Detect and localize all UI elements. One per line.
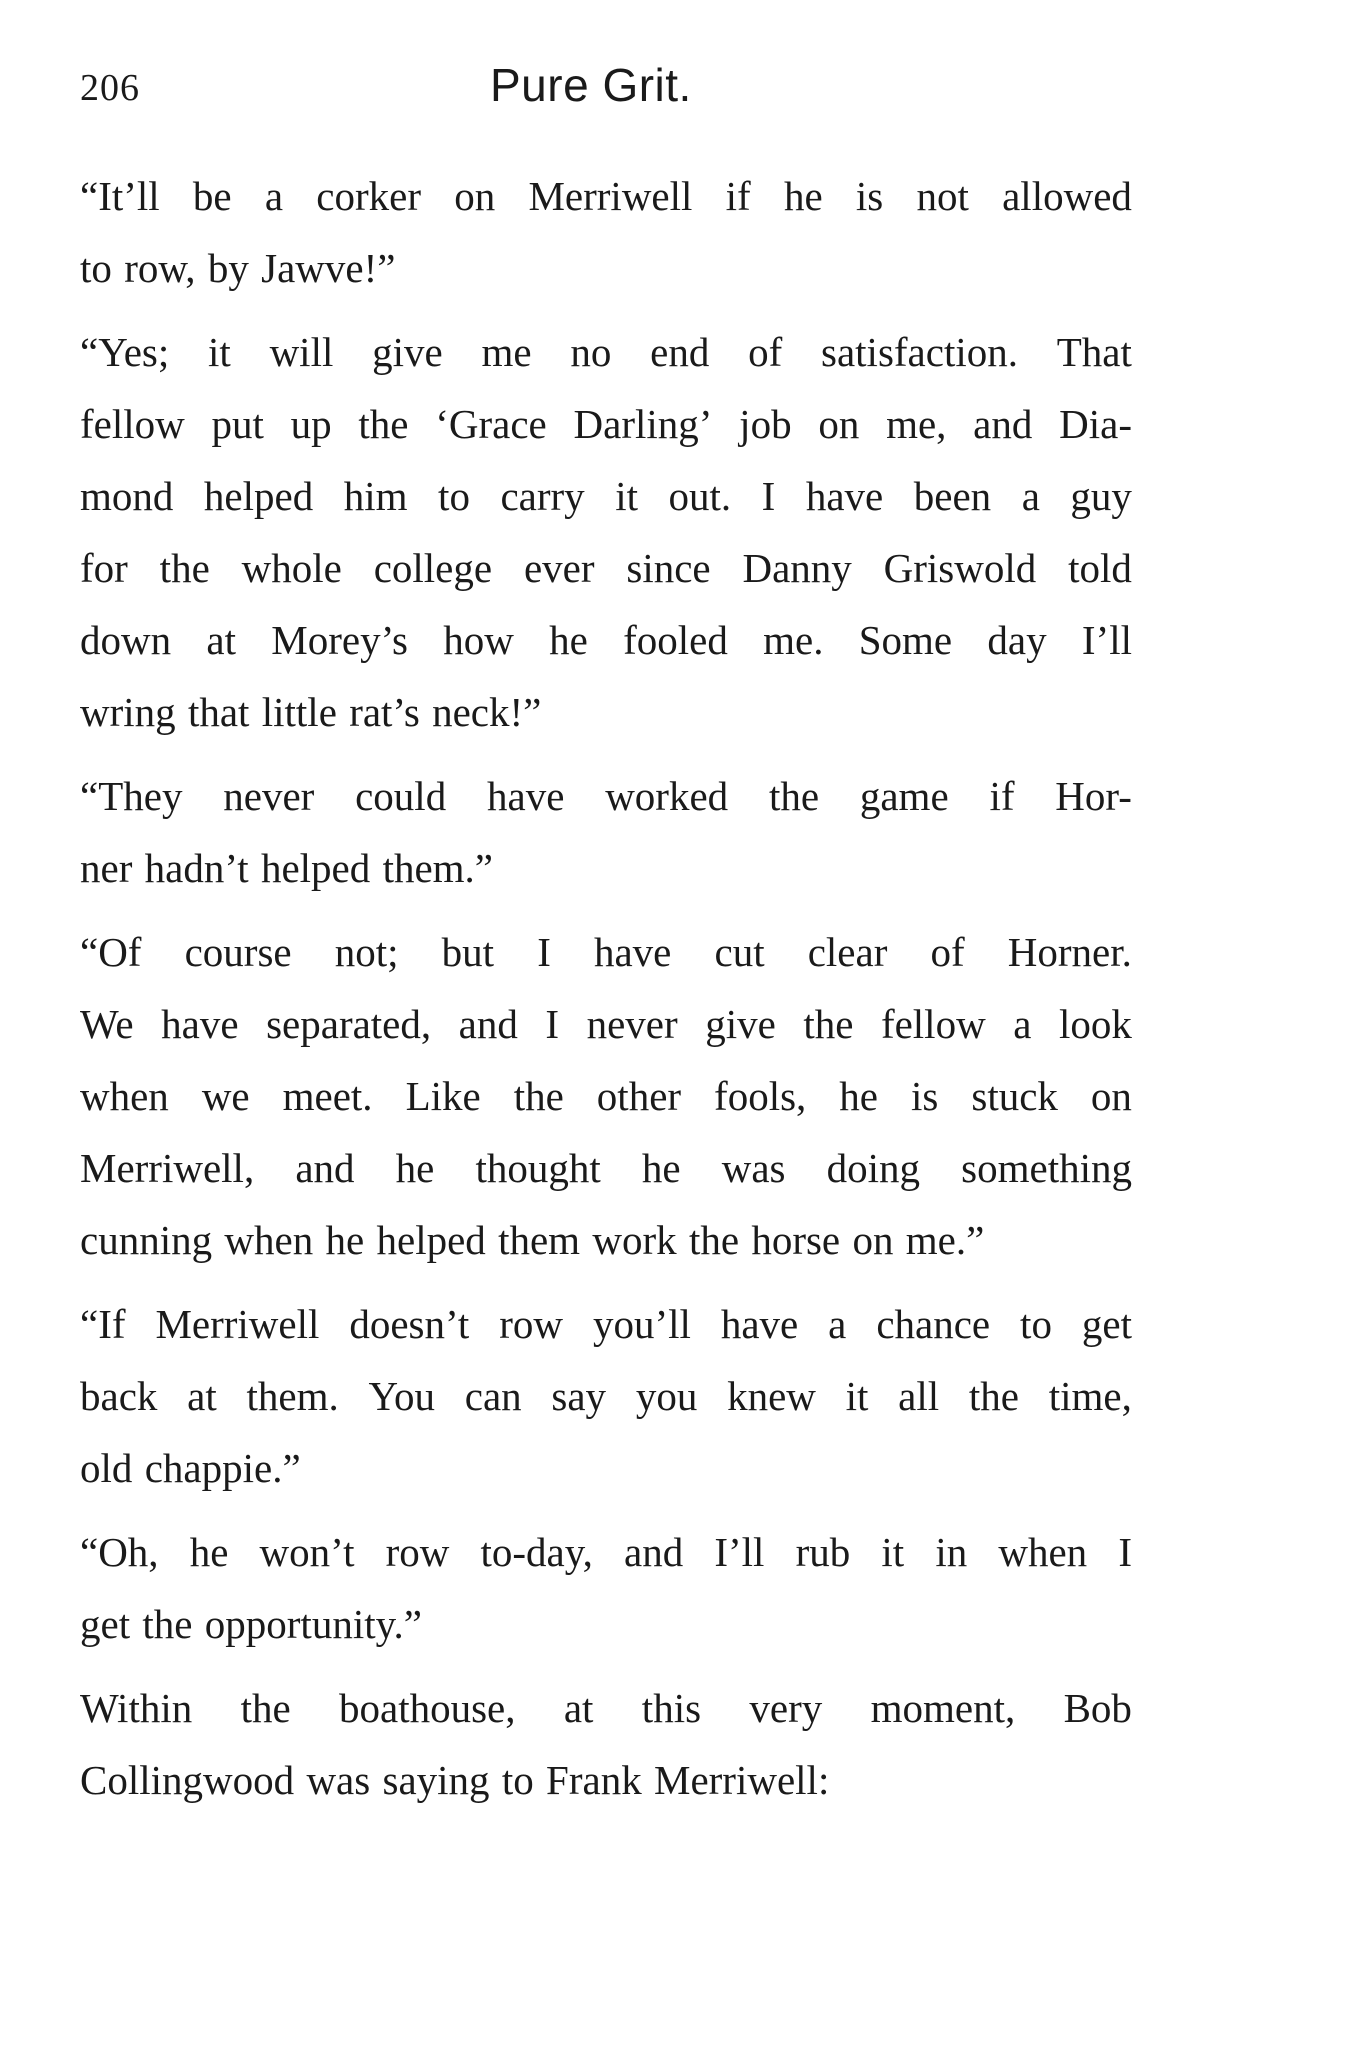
text-line: “Of course not; but I have cut clear of Horner. — [80, 929, 1132, 975]
text-line: Within the boathouse, at this very moment, Bob — [80, 1685, 1132, 1731]
page-number: 206 — [80, 67, 140, 109]
paragraph — [80, 316, 1132, 748]
text-line: when we meet. Like the other fools, he is stuck on — [80, 1073, 1132, 1119]
running-head — [80, 58, 1130, 128]
text-line: “It’ll be a corker on Merriwell if he is not allowed — [80, 173, 1132, 219]
text-line: “Oh, he won’t row to-day, and I’ll rub it in when I — [80, 1529, 1132, 1575]
text-line: “They never could have worked the game if Hor- — [80, 773, 1132, 819]
paragraph — [80, 160, 1132, 304]
text-line: Merriwell, and he thought he was doing something — [80, 1145, 1132, 1191]
text-line: Collingwood was saying to Frank Merriwell: — [80, 1757, 830, 1803]
running-title: Pure Grit. — [490, 59, 692, 111]
text-line: “If Merriwell doesn’t row you’ll have a chance to get — [80, 1301, 1132, 1347]
text-line: to row, by Jawve!” — [80, 245, 396, 291]
text-line: old chappie.” — [80, 1445, 301, 1491]
text-line: cunning when he helped them work the horse on me.” — [80, 1217, 985, 1263]
text-line: We have separated, and I never give the fellow a look — [80, 1001, 1132, 1047]
paragraph — [80, 1672, 1132, 1816]
paragraph — [80, 1516, 1132, 1660]
paragraph — [80, 916, 1132, 1276]
paragraph — [80, 760, 1132, 904]
text-line: get the opportunity.” — [80, 1601, 422, 1647]
text-line: for the whole college ever since Danny Griswold told — [80, 545, 1132, 591]
text-line: mond helped him to carry it out. I have been a guy — [80, 473, 1132, 519]
text-line: ner hadn’t helped them.” — [80, 845, 493, 891]
body-text — [80, 160, 1132, 1828]
text-line: fellow put up the ‘Grace Darling’ job on me, and Dia- — [80, 401, 1132, 447]
text-line: “Yes; it will give me no end of satisfaction. That — [80, 329, 1132, 375]
text-line: wring that little rat’s neck!” — [80, 689, 542, 735]
text-line: back at them. You can say you knew it all the time, — [80, 1373, 1132, 1419]
paragraph — [80, 1288, 1132, 1504]
text-line: down at Morey’s how he fooled me. Some day I’ll — [80, 617, 1132, 663]
